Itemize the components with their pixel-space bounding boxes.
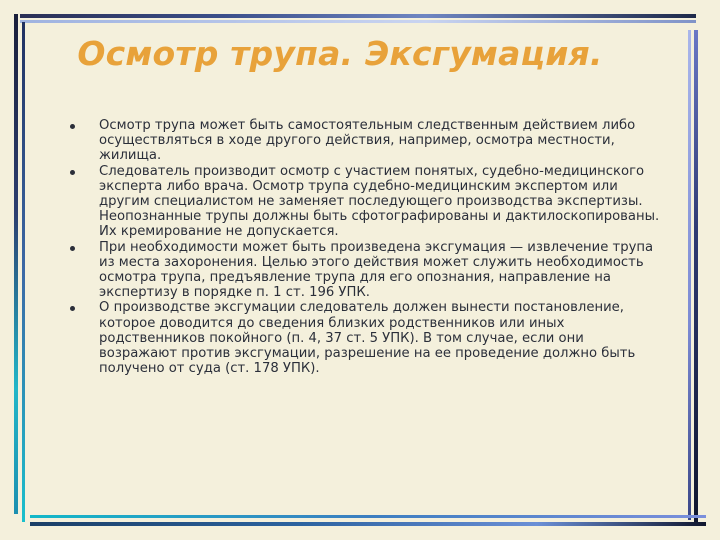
frame-bottom-bar: [30, 522, 706, 526]
bullet-text: Следователь производит осмотр с участием понятых, судебно-медицинского эксперта либо врача. Осмотр трупа судебно-медицинским экспертом или другим специалистом не заменяет последующего производства экспертизы. Неопознанные трупы должны быть сфотографированы и дактилоскопированы. Их кремирование не допускается.: [99, 163, 660, 240]
frame-left-accent: [22, 22, 25, 522]
bullet-item: [68, 164, 664, 240]
bullet-text: Осмотр трупа может быть самостоятельным следственным действием либо осуществляться в ходе другого действия, например, осмотра местности, жилища.: [99, 118, 636, 164]
bullet-item: [68, 118, 664, 164]
slide-body: [68, 118, 664, 376]
bullet-icon: [70, 124, 75, 129]
frame-left-bar: [14, 14, 18, 514]
bullet-icon: [70, 246, 75, 251]
bullet-icon: [70, 170, 75, 175]
bullet-list: [68, 118, 664, 376]
bullet-text: О производстве эксгумации следователь должен вынести постановление, которое доводится до сведения близких родственников или иных родственников покойного (п. 4, 37 ст. 5 УПК). В том случае, если они возражают против эксгумации, разрешение на ее проведение должно быть получено от суда (ст. 178 УПК).: [99, 300, 636, 377]
frame-top-bar: [20, 14, 696, 18]
bullet-text: При необходимости может быть произведена эксгумация — извлечение трупа из места захоронения. Целью этого действия может служить необходимость осмотра трупа, предъявление трупа для его опознания, направление на экспертизу в порядке п. 1 ст. 196 УПК.: [99, 239, 654, 301]
frame-right-bar: [694, 30, 698, 524]
bullet-item: [68, 240, 664, 301]
slide-title: Осмотр трупа. Эксгумация.: [77, 34, 603, 73]
bullet-icon: [70, 306, 75, 311]
frame-bottom-accent: [30, 515, 706, 518]
bullet-item: [68, 300, 664, 376]
frame-right-accent: [688, 30, 691, 520]
frame-top-accent: [20, 20, 696, 23]
